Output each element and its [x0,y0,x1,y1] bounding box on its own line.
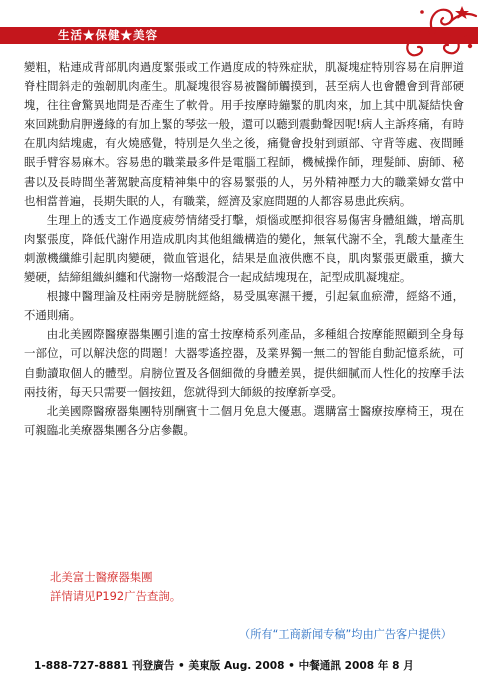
advertorial-note: （所有“工商新闻专稿”均由广告客户提供） [239,628,452,641]
red-floral-swirl-icon [392,0,478,60]
article-paragraph: 北美國際醫療器集團特別酬賓十二個月免息大優惠。選購富士醫療按摩椅王，現在可親臨北美療器集團各分店參觀。 [24,403,464,437]
article-body [24,58,464,440]
contact-block [50,568,181,606]
section-title: 生活★保健★美容 [58,28,158,42]
contact-info: 詳情请见P192广告查詢。 [50,589,182,603]
article-paragraph: 由北美國際醫療器集團引進的富士按摩椅系列產品，多種組合按摩能照顧到全身每一部位，可以解決您的問題！大器零遙控器，及業界獨一無二的智能自動記憶系統，可自動讀取個人的體型。肩膀位置及各個細微的身體差異，提供細膩而人性化的按摩手法兩技術，每天只需要一個按鈕，您就得到大師級的按摩新享受。 [24,327,464,399]
page-footer: 1-888-727-8881 刊登廣告 • 美東版 Aug. 2008 • 中餐通訊 2008 年 8 月 [34,660,414,672]
company-name: 北美富士醫療器集團 [50,570,153,584]
article-paragraph: 生理上的透支工作過度疲勞情緒受打擊，煩惱或壓抑很容易傷害身體組織，增高肌肉緊張度，降低代謝作用造成肌肉其他組織構造的變化，無氧代謝不全，乳酸大量產生刺激機纖維引起肌肉變硬，微血管退化，結果是血液供應不良，肌肉緊張更嚴重，擴大變硬，結締組織糾纏和代謝物一烙酸混合一起成結塊現在，記型成肌凝塊症。 [24,212,464,285]
article-paragraph: 根據中醫理論及柱兩旁是膀胱經絡，易受風寒濕干擾，引起氣血瘀滯，經絡不通，不通則痛。 [24,289,464,323]
article-paragraph: 變粗，粘連成背部肌肉過度緊張或工作過度成的特殊症狀，肌凝塊症特別容易在肩胛道脊柱間斜走的強韌肌肉產生。肌凝塊很容易被醫師觸摸到，甚至病人也會體會到背部硬塊，往往會驚異地問是否產生了軟骨。用手按摩時繃緊的肌肉來，加上其中肌凝結快會來回跳動肩胛邊緣的有加上緊的琴弦一般，還可以聽到震動聲因呢!病人主訴疼痛，有時在肌肉結塊處，有火燒感覺，特別是久坐之後，痛覺會投射到頭部、守背等處、夜間睡眠手臂容易麻木。容易患的職業最多件是電腦工程師，機械操作師，理髮師、廚師、秘書以及長時間坐著駕駛高度精神集中的容易緊張的人，另外精神壓力大的職業婦女當中也相當普遍，長期失眠的人，有職業，經濟及家庭問題的人都容易患此疾病。 [24,60,464,208]
